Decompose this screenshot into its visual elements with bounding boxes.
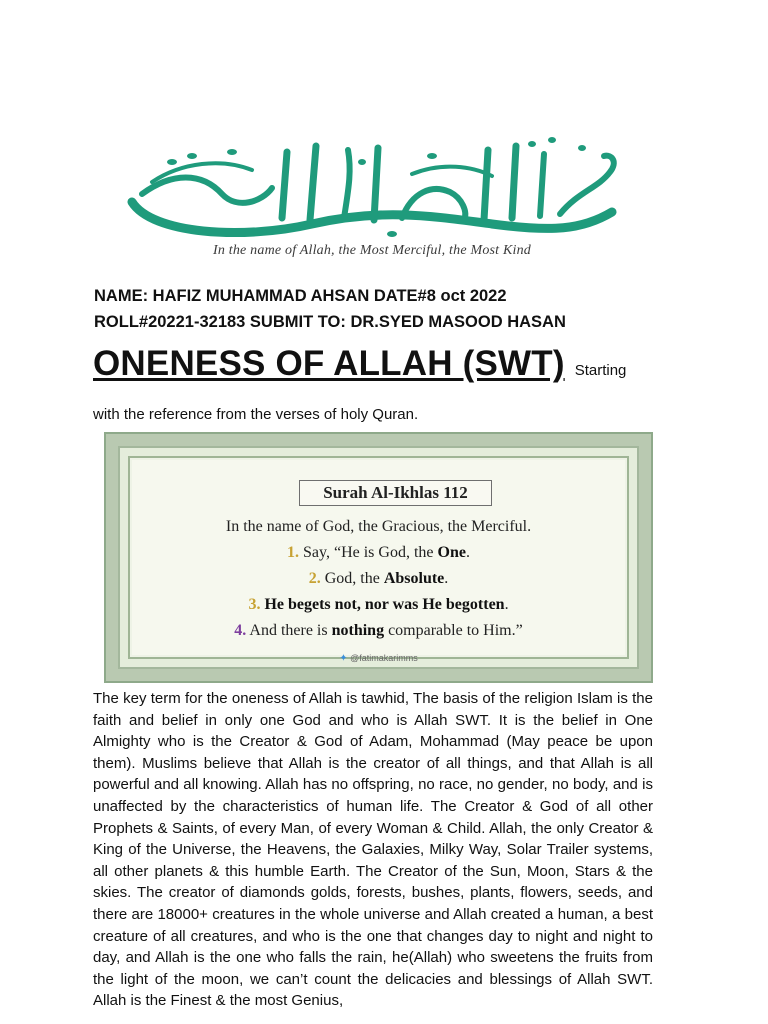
intro-text: with the reference from the verses of holy Quran. xyxy=(93,406,419,423)
bismillah-caption: In the name of Allah, the Most Merciful, the Most Kind xyxy=(213,243,531,258)
verse-text: God, the xyxy=(320,570,384,587)
student-name-date: NAME: HAFIZ MUHAMMAD AHSAN DATE#8 oct 2022 xyxy=(94,287,507,305)
verse-bold: One xyxy=(437,544,466,561)
surah-heading: Surah Al-Ikhlas 112 xyxy=(299,480,492,506)
title-line xyxy=(93,344,626,384)
verse-4 xyxy=(132,622,625,640)
verse-number: 4. xyxy=(234,622,247,639)
surah-card xyxy=(132,460,625,664)
verse-number: 3. xyxy=(248,596,261,613)
verse-text: . xyxy=(504,596,509,613)
verse-bold: He begets not, nor was He begotten xyxy=(264,596,505,613)
calligraphy-image xyxy=(112,132,632,244)
surah-opening: In the name of God, the Gracious, the Merciful. xyxy=(225,518,532,535)
surah-footer xyxy=(132,653,625,664)
verse-number: 1. xyxy=(287,544,300,561)
surah-footer-handle: @fatimakarimms xyxy=(350,653,418,663)
title-tail-text: Starting xyxy=(574,362,627,379)
surah-image-frame xyxy=(106,434,651,681)
verse-text: Say, “He is God, the xyxy=(299,544,438,561)
verse-text: And there is xyxy=(246,622,332,639)
verse-text: . xyxy=(444,570,449,587)
verse-1 xyxy=(132,544,625,562)
verse-bold: nothing xyxy=(331,622,385,639)
roll-submit-to: ROLL#20221-32183 SUBMIT TO: DR.SYED MASOOD HASAN xyxy=(94,313,566,331)
twitter-bird-icon: ✦ xyxy=(339,653,348,664)
verse-text: comparable to Him.” xyxy=(384,622,523,639)
verse-text: . xyxy=(465,544,470,561)
page-title: ONENESS OF ALLAH (SWT) xyxy=(93,344,565,383)
verse-3 xyxy=(132,596,625,614)
verse-number: 2. xyxy=(308,570,321,587)
verse-bold: Absolute xyxy=(383,570,445,587)
body-paragraph-text: The key term for the oneness of Allah is tawhid, The basis of the religion Islam is the faith and belief in only one God and who is Allah SWT. It is the belief in One Almighty who is the Creator & God of Adam, Mohammad (May peace be upon them). Muslims believe that Allah is the creator of all things, and that Allah is all powerful and all knowing. Allah has no offspring, no race, no gender, no body, and is unaffected by the characteristics of human life. The Creator & God of all other Prophets & Saints, of every Man, of every Woman & Child. Allah, the only Creator & King of the Universe, the Heavens, the Galaxies, Milky Way, Solar Trailer systems, all other planets & this humble Earth. The Creator of the Sun, Moon, Stars & the skies. The creator of diamonds golds, forests, bushes, plants, flowers, seeds, and there are 18000+ creatures in the whole universe and Allah created a human, a best creature of all creatures, and who is the one that changes day to night and night to day, and Allah is the one who falls the rain, he(Allah) who sweetens the fruits from the light of the moon, we can’t count the delicacies and blessings of Allah SWT. Allah is the Finest & the most Genius, xyxy=(93,690,653,1010)
body-paragraph xyxy=(93,688,653,1012)
verse-2 xyxy=(132,570,625,588)
